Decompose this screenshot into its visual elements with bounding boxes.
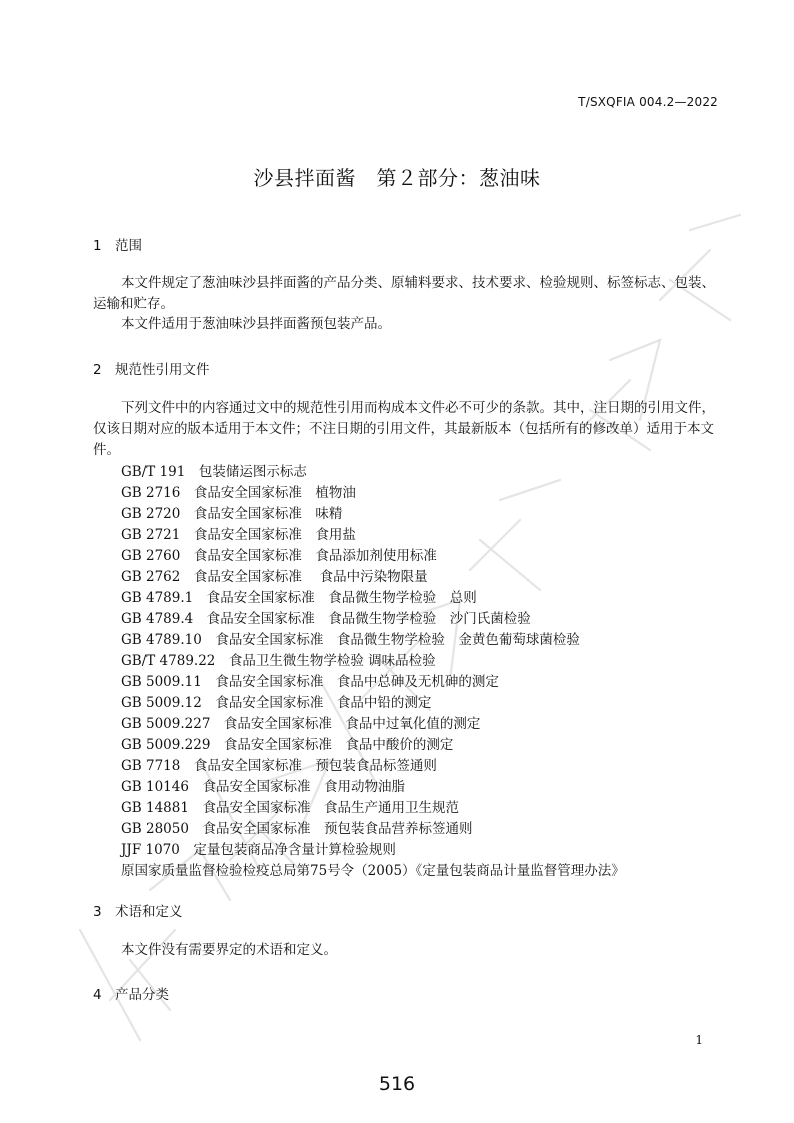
reference-item: GB 2762 食品安全国家标准 食品中污染物限量 — [121, 569, 428, 585]
reference-item: JJF 1070 定量包装商品净含量计算检验规则 — [121, 842, 396, 858]
section-heading-scope — [93, 234, 142, 254]
reference-item: GB 5009.229 食品安全国家标准 食品中酸价的测定 — [121, 737, 454, 753]
section-heading-product-classification — [93, 983, 169, 1003]
document-title: 沙县拌面酱 第２部分：葱油味 — [253, 166, 541, 190]
reference-item: GB 2721 食品安全国家标准 食用盐 — [121, 527, 356, 543]
reference-item: 原国家质量监督检验检疫总局第75号令（2005）《定量包装商品计量监督管理办法》 — [121, 863, 625, 879]
scope-paragraph-1: 本文件规定了葱油味沙县拌面酱的产品分类、原辅料要求、技术要求、检验规则、标签标志、包装、运输和贮存。 — [93, 275, 715, 312]
reference-item: GB 10146 食品安全国家标准 食用动物油脂 — [121, 779, 405, 795]
reference-item: GB 2760 食品安全国家标准 食品添加剂使用标准 — [121, 548, 437, 564]
section-number: 4 — [93, 987, 102, 1003]
reference-item: GB 4789.1 食品安全国家标准 食品微生物学检验 总则 — [121, 590, 477, 606]
reference-item: GB 4789.4 食品安全国家标准 食品微生物学检验 沙门氏菌检验 — [121, 611, 531, 627]
document-number: T/SXQFIA 004.2—2022 — [578, 95, 718, 109]
scope-paragraph-2: 本文件适用于葱油味沙县拌面酱预包装产品。 — [121, 316, 391, 332]
section-heading-terms — [93, 900, 183, 920]
reference-item: GB 7718 食品安全国家标准 预包装食品标签通则 — [121, 758, 437, 774]
section-title: 规范性引用文件 — [115, 362, 210, 378]
sheet-number: 516 — [378, 1073, 416, 1095]
section-heading-normative — [93, 358, 210, 378]
reference-item: GB/T 4789.22 食品卫生微生物学检验 调味品检验 — [121, 653, 436, 669]
reference-item: GB 4789.10 食品安全国家标准 食品微生物学检验 金黄色葡萄球菌检验 — [121, 632, 580, 648]
page-number: 1 — [695, 1033, 703, 1047]
reference-item: GB 2720 食品安全国家标准 味精 — [121, 506, 343, 522]
section-title: 产品分类 — [115, 987, 169, 1003]
reference-item: GB 5009.227 食品安全国家标准 食品中过氧化值的测定 — [121, 716, 481, 732]
reference-item: GB/T 191 包装储运图示标志 — [121, 464, 307, 480]
terms-paragraph: 本文件没有需要界定的术语和定义。 — [121, 942, 337, 958]
reference-item: GB 14881 食品安全国家标准 食品生产通用卫生规范 — [121, 800, 459, 816]
reference-item: GB 28050 食品安全国家标准 预包装食品营养标签通则 — [121, 821, 473, 837]
reference-item: GB 5009.12 食品安全国家标准 食品中铅的测定 — [121, 695, 432, 711]
section-number: 2 — [93, 362, 102, 378]
section-number: 1 — [93, 238, 102, 254]
normative-intro-paragraph: 下列文件中的内容通过文中的规范性引用而构成本文件必不可少的条款。其中，注日期的引用文件，仅该日期对应的版本适用于本文件；不注日期的引用文件，其最新版本（包括所有的修改单）适用于本文件。 — [93, 400, 715, 458]
reference-item: GB 5009.11 食品安全国家标准 食品中总砷及无机砷的测定 — [121, 674, 499, 690]
section-title: 术语和定义 — [115, 904, 183, 920]
section-title: 范围 — [115, 238, 142, 254]
section-number: 3 — [93, 904, 102, 920]
reference-item: GB 2716 食品安全国家标准 植物油 — [121, 485, 356, 501]
